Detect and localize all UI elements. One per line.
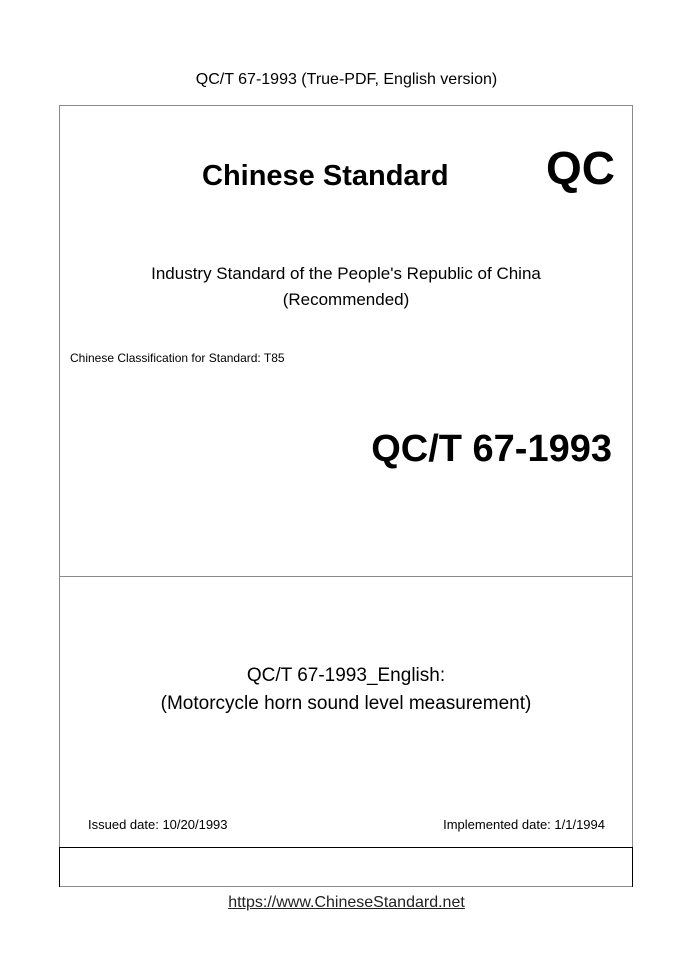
footer-link-container (0, 894, 693, 912)
cover-upper-section (60, 106, 632, 577)
industry-line-2: (Recommended) (282, 290, 410, 309)
standard-mark: QC (546, 142, 615, 194)
document-title (60, 662, 632, 718)
title-line-1: QC/T 67-1993_English: (246, 665, 446, 686)
page-header: QC/T 67-1993 (True-PDF, English version) (195, 71, 498, 88)
cover-frame (59, 105, 633, 887)
cover-heading: Chinese Standard (202, 160, 449, 192)
classification-text: Chinese Classification for Standard: T85 (70, 351, 285, 365)
website-link[interactable]: https://www.ChineseStandard.net (228, 894, 465, 911)
standard-code: QC/T 67-1993 (371, 428, 612, 470)
title-line-2: (Motorcycle horn sound level measurement) (160, 693, 532, 714)
cover-lower-section (60, 577, 632, 846)
industry-statement (60, 261, 632, 313)
industry-line-1: Industry Standard of the People's Republic of China (151, 264, 541, 283)
empty-bottom-box (59, 847, 633, 887)
implemented-date: Implemented date: 1/1/1994 (443, 817, 605, 832)
issued-date: Issued date: 10/20/1993 (88, 817, 228, 832)
